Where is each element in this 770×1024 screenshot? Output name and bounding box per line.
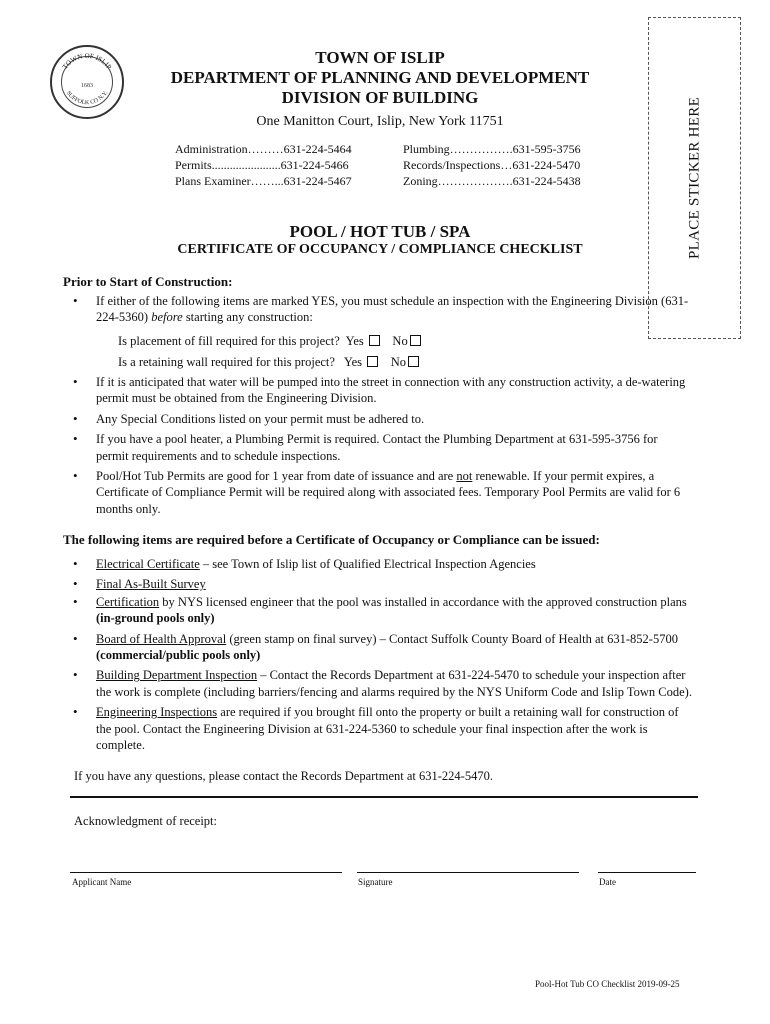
required-heading: The following items are required before a Certificate of Occupancy or Compliance can be issued: xyxy=(63,532,600,547)
svg-text:TOWN OF ISLIP xyxy=(61,52,113,71)
question-wall-text: Is a retaining wall required for this project? xyxy=(118,355,335,369)
applicant-name-line[interactable] xyxy=(70,872,342,873)
prior-item-pool-heater: • If you have a pool heater, a Plumbing Permit is required. Contact the Plumbing Department at 631-595-3756 for permit requirements and to schedule inspections. xyxy=(63,431,693,464)
prior-list-1 xyxy=(63,293,693,330)
fill-yes-checkbox[interactable] xyxy=(369,335,380,346)
sticker-box xyxy=(648,17,741,339)
required-electrical: • Electrical Certificate – see Town of Islip list of Qualified Electrical Inspection Agencies xyxy=(63,556,693,572)
prior-item-inspection: • If either of the following items are marked YES, you must schedule an inspection with the Engineering Division (631-224-5360) before starting any construction: xyxy=(63,293,693,326)
seal-year: 1683 xyxy=(81,83,93,89)
required-survey: • Final As-Built Survey xyxy=(63,576,693,592)
svg-text:SUFFOLK CO N.Y. xyxy=(65,90,110,106)
phone-zoning: Zoning……………….631-224-5438 xyxy=(403,174,581,188)
wall-no-label: No xyxy=(390,355,406,369)
wall-yes-label: Yes xyxy=(343,355,363,369)
date-caption: Date xyxy=(599,877,616,887)
question-retaining-wall xyxy=(118,354,419,370)
seal-top-text: TOWN OF ISLIP xyxy=(60,51,114,71)
question-fill-text: Is placement of fill required for this project? xyxy=(118,334,340,348)
prior-list-2 xyxy=(63,374,693,521)
phone-list-right xyxy=(403,141,581,189)
sticker-label: PLACE STICKER HERE xyxy=(686,96,702,260)
phone-records: Records/Inspections…631-224-5470 xyxy=(403,158,581,172)
header-address: One Manitton Court, Islip, New York 11751 xyxy=(256,114,504,129)
seal-bottom-text: SUFFOLK CO N.Y. xyxy=(64,90,110,107)
applicant-name-caption: Applicant Name xyxy=(72,877,132,887)
prior-item-dewatering: • If it is anticipated that water will be pumped into the street in connection with any construction activity, a de-watering permit must be obtained from the Engineering Division. xyxy=(63,374,693,407)
phone-plumbing: Plumbing…………….631-595-3756 xyxy=(403,142,581,156)
required-board-of-health: • Board of Health Approval (green stamp on final survey) – Contact Suffolk County Board of Health at 631-852-5700 (commercial/public pools only) xyxy=(63,631,693,664)
form-title: POOL / HOT TUB / SPA xyxy=(289,222,471,241)
prior-item-special-conditions: • Any Special Conditions listed on your permit must be adhered to. xyxy=(63,411,693,427)
question-fill xyxy=(118,333,421,349)
ack-label: Acknowledgment of receipt: xyxy=(74,814,218,828)
required-list xyxy=(63,556,693,757)
footer-form-id: Pool-Hot Tub CO Checklist 2019-09-25 xyxy=(535,979,680,989)
header-division: DIVISION OF BUILDING xyxy=(281,88,479,107)
fill-no-label: No xyxy=(392,334,408,348)
header-department: DEPARTMENT OF PLANNING AND DEVELOPMENT xyxy=(170,68,590,87)
questions-contact: If you have any questions, please contact the Records Department at 631-224-5470. xyxy=(74,769,493,783)
header-town: TOWN OF ISLIP xyxy=(315,48,445,67)
date-line[interactable] xyxy=(598,872,696,873)
prior-item-permit-validity: • Pool/Hot Tub Permits are good for 1 year from date of issuance and are not renewable. If your permit expires, a Certificate of Compliance Permit will be required along with associated fees. Temporary Pool Permits are valid for 6 months only. xyxy=(63,468,693,517)
fill-no-checkbox[interactable] xyxy=(410,335,421,346)
town-seal xyxy=(50,45,124,119)
required-certification: • Certification by NYS licensed engineer that the pool was installed in accordance with the approved construction plans (in-ground pools only) xyxy=(63,594,693,627)
wall-no-checkbox[interactable] xyxy=(408,356,419,367)
phone-plans-examiner: Plans Examiner……...631-224-5467 xyxy=(175,174,352,188)
phone-administration: Administration………631-224-5464 xyxy=(175,142,352,156)
section-divider xyxy=(70,796,698,798)
fill-yes-label: Yes xyxy=(345,334,364,348)
phone-list-left xyxy=(175,141,352,189)
phone-permits: Permits.......................631-224-5466 xyxy=(175,158,349,172)
wall-yes-checkbox[interactable] xyxy=(367,356,378,367)
prior-heading: Prior to Start of Construction: xyxy=(63,274,233,289)
required-engineering-inspections: • Engineering Inspections are required if you brought fill onto the property or built a retaining wall for construction of the pool. Contact the Engineering Division at 631-224-5360 to schedule your final inspection after the work is complete. xyxy=(63,704,693,753)
form-subtitle: CERTIFICATE OF OCCUPANCY / COMPLIANCE CHECKLIST xyxy=(177,242,583,257)
signature-line[interactable] xyxy=(357,872,579,873)
required-building-inspection: • Building Department Inspection – Contact the Records Department at 631-224-5470 to schedule your inspection after the work is complete (including barriers/fencing and alarms required by the NYS Uniform Code and Islip Town Code). xyxy=(63,667,693,700)
signature-caption: Signature xyxy=(358,877,393,887)
seal-graphic xyxy=(52,47,122,117)
